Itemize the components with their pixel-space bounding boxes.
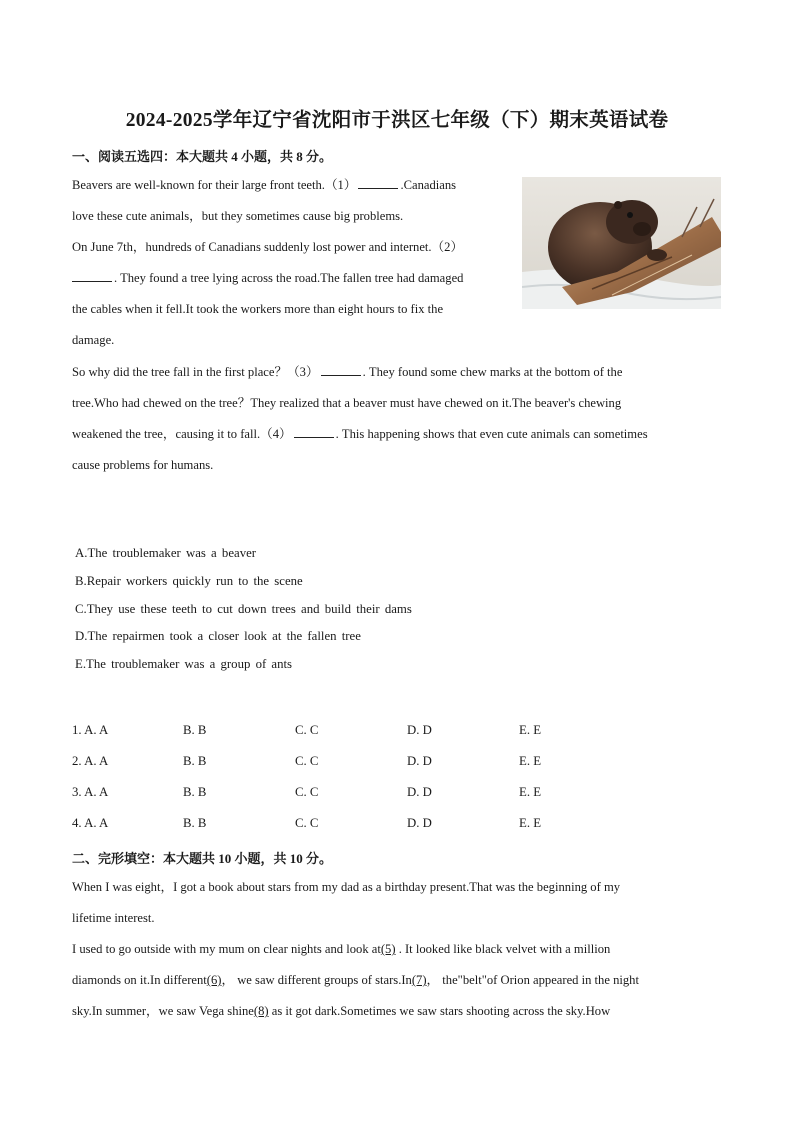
section-2-heading: 二、完形填空：本大题共 10 小题，共 10 分。 <box>72 851 333 866</box>
passage-line: . They found a tree lying across the road.The fallen tree had damaged <box>72 270 463 286</box>
choice-a[interactable]: 4. A. A <box>72 816 109 830</box>
choice-d[interactable]: D. D <box>407 816 432 830</box>
choice-b[interactable]: B. B <box>183 785 207 799</box>
choice-a[interactable]: 1. A. A <box>72 723 109 737</box>
passage-line: the cables when it fell.It took the workers more than eight hours to fix the <box>72 302 444 316</box>
answer-row <box>72 723 632 739</box>
option-e: E.The troublemaker was a group of ants <box>75 657 293 671</box>
answer-row <box>72 816 632 832</box>
blank-5: (5) <box>380 942 396 956</box>
beaver-photo <box>522 177 721 309</box>
choice-b[interactable]: B. B <box>183 816 207 830</box>
choice-c[interactable]: C. C <box>295 754 319 768</box>
passage-line: When I was eight，I got a book about stars from my dad as a birthday present.That was the beginning of my <box>72 880 621 894</box>
passage-line: tree.Who had chewed on the tree？They realized that a beaver must have chewed on it.The beaver's chewing <box>72 396 622 410</box>
blank-3 <box>321 364 361 376</box>
option-a: A.The troublemaker was a beaver <box>75 546 257 560</box>
passage-line: sky.In summer，we saw Vega shine(8) as it got dark.Sometimes we saw stars shooting across the sky.How <box>72 1004 611 1018</box>
choice-d[interactable]: D. D <box>407 754 432 768</box>
passage-line: diamonds on it.In different(6)， we saw different groups of stars.In(7)， the"belt"of Orion appeared in the night <box>72 973 639 987</box>
passage-line: On June 7th，hundreds of Canadians suddenly lost power and internet.（2） <box>72 240 464 254</box>
passage-line: lifetime interest. <box>72 911 155 925</box>
choice-e[interactable]: E. E <box>519 816 542 830</box>
blank-7: (7) <box>411 973 427 987</box>
blank-2 <box>72 270 112 282</box>
passage-line: weakened the tree，causing it to fall.（4） . This happening shows that even cute animals can sometimes <box>72 427 648 441</box>
blank-6: (6) <box>206 973 222 987</box>
choice-c[interactable]: C. C <box>295 816 319 830</box>
blank-8: (8) <box>253 1004 269 1018</box>
option-d: D.The repairmen took a closer look at the fallen tree <box>75 629 361 643</box>
answer-row <box>72 785 632 801</box>
choice-a[interactable]: 3. A. A <box>72 785 109 799</box>
choice-e[interactable]: E. E <box>519 754 542 768</box>
passage-line: love these cute animals，but they sometimes cause big problems. <box>72 209 404 223</box>
option-c: C.They use these teeth to cut down trees and build their dams <box>75 602 412 616</box>
choice-b[interactable]: B. B <box>183 754 207 768</box>
choice-e[interactable]: E. E <box>519 723 542 737</box>
choice-a[interactable]: 2. A. A <box>72 754 109 768</box>
passage-line: I used to go outside with my mum on clear nights and look at(5) . It looked like black velvet with a million <box>72 942 611 956</box>
choice-d[interactable]: D. D <box>407 785 432 799</box>
answer-row <box>72 754 632 770</box>
option-b: B.Repair workers quickly run to the scene <box>75 574 303 588</box>
choice-b[interactable]: B. B <box>183 723 207 737</box>
choice-e[interactable]: E. E <box>519 785 542 799</box>
section-1-heading: 一、阅读五选四：本大题共 4 小题，共 8 分。 <box>72 149 333 164</box>
choice-d[interactable]: D. D <box>407 723 432 737</box>
choice-c[interactable]: C. C <box>295 785 319 799</box>
blank-1 <box>358 177 398 189</box>
page-title: 2024-2025学年辽宁省沈阳市于洪区七年级（下）期末英语试卷 <box>125 110 669 131</box>
passage-line: So why did the tree fall in the first place？（3） . They found some chew marks at the bottom of the <box>72 365 623 379</box>
passage-line: Beavers are well-known for their large front teeth.（1） .Canadians <box>72 178 457 192</box>
blank-4 <box>294 426 334 438</box>
passage-line: cause problems for humans. <box>72 458 214 472</box>
choice-c[interactable]: C. C <box>295 723 319 737</box>
passage-line: damage. <box>72 333 115 347</box>
